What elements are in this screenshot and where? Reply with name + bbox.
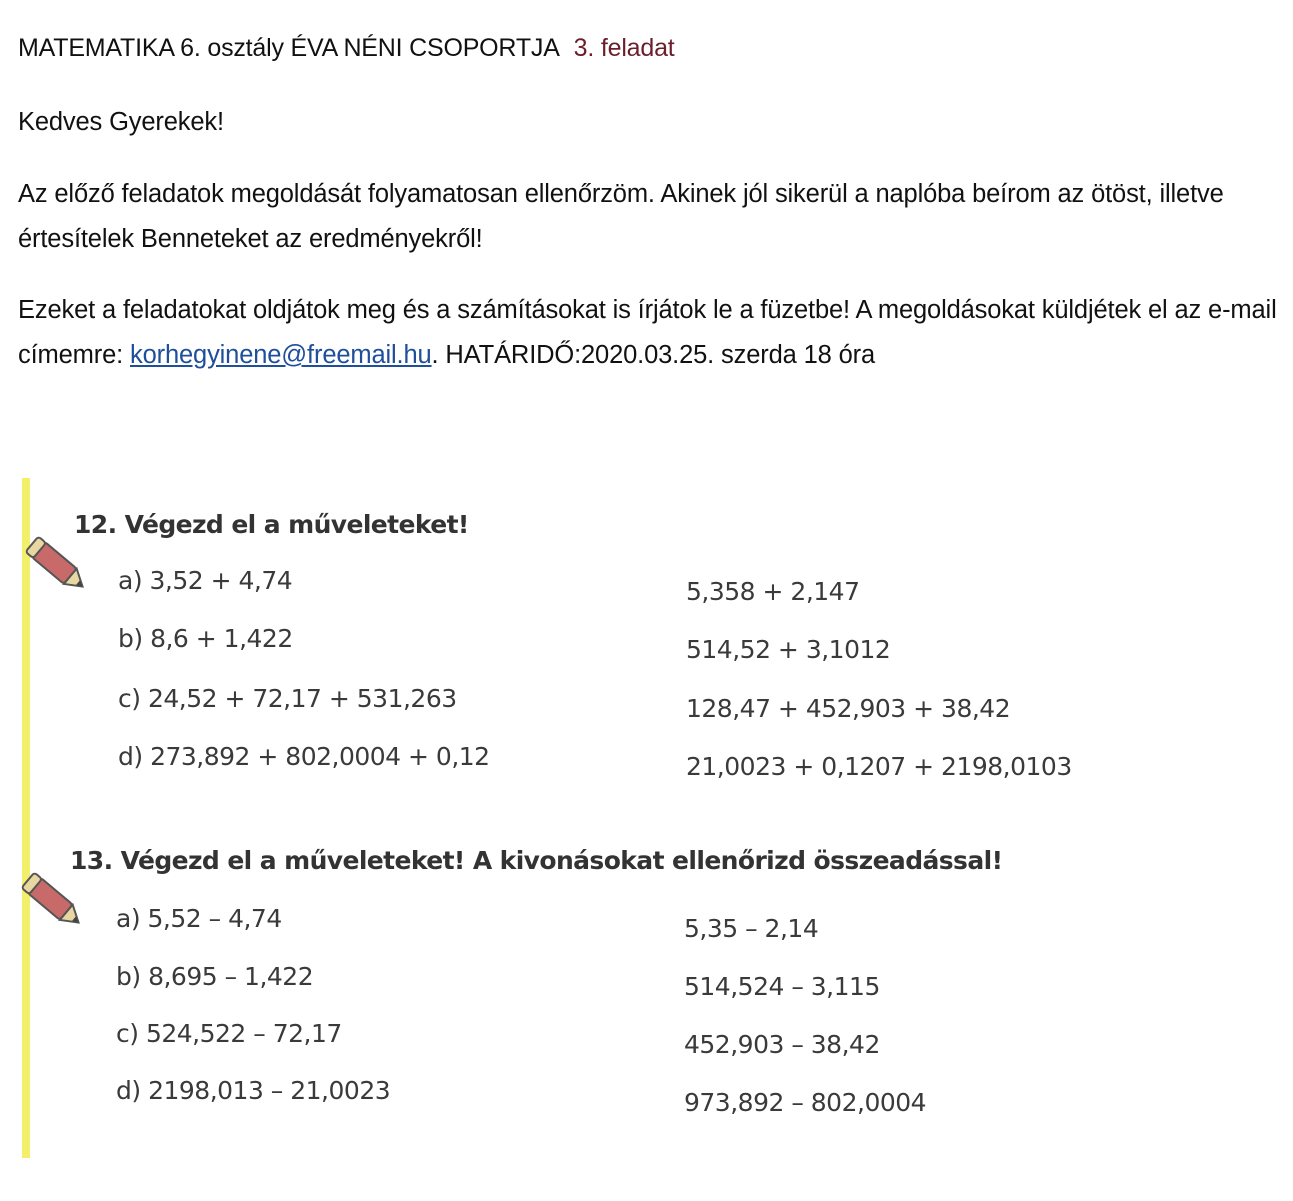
exercise-12-item: 5,358 + 2,147 — [686, 577, 860, 606]
exercise-12-title: 12. Végezd el a műveleteket! — [74, 510, 469, 539]
exercise-12-item: d) 273,892 + 802,0004 + 0,12 — [118, 742, 490, 771]
exercise-13-item: 5,35 – 2,14 — [684, 914, 819, 943]
exercise-12-item: c) 24,52 + 72,17 + 531,263 — [118, 684, 457, 713]
exercise-13-item: 452,903 – 38,42 — [684, 1030, 880, 1059]
exercise-13-item: d) 2198,013 – 21,0023 — [116, 1076, 391, 1105]
exercise-12-item: 514,52 + 3,1012 — [686, 635, 891, 664]
greeting: Kedves Gyerekek! — [18, 108, 224, 136]
task-label: 3. feladat — [573, 34, 675, 62]
exercise-13-item: b) 8,695 – 1,422 — [116, 962, 314, 991]
exercise-13-item: 973,892 – 802,0004 — [684, 1088, 927, 1117]
pencil-icon — [22, 530, 94, 602]
page-header — [18, 34, 675, 63]
page-title: MATEMATIKA 6. osztály ÉVA NÉNI CSOPORTJA — [18, 34, 560, 62]
exercise-12-item: a) 3,52 + 4,74 — [118, 566, 293, 595]
intro-paragraph: Az előző feladatok megoldását folyamatosan ellenőrzöm. Akinek jól sikerül a naplóba beírom az ötöst, illetve értesítelek Benneteket az eredményekről! — [18, 180, 1224, 253]
exercise-12-item: b) 8,6 + 1,422 — [118, 624, 293, 653]
deadline-text: . HATÁRIDŐ:2020.03.25. szerda 18 óra — [431, 341, 875, 369]
email-link[interactable]: korhegyinene@freemail.hu — [130, 341, 432, 369]
exercise-12-item: 128,47 + 452,903 + 38,42 — [686, 694, 1011, 723]
instructions-paragraph — [18, 288, 1288, 378]
exercise-13-item: 514,524 – 3,115 — [684, 972, 880, 1001]
exercise-13-item: c) 524,522 – 72,17 — [116, 1019, 342, 1048]
exercise-13-item: a) 5,52 – 4,74 — [116, 904, 282, 933]
instructions-text: Ezeket a feladatokat oldjátok meg és a számításokat is írjátok le a füzetbe! A megoldásokat küldjétek el az e-mail címemre: — [18, 296, 1277, 369]
exercise-12-item: 21,0023 + 0,1207 + 2198,0103 — [686, 752, 1072, 781]
pencil-icon — [18, 866, 90, 938]
exercise-13-title: 13. Végezd el a műveleteket! A kivonásokat ellenőrizd összeadással! — [70, 846, 1003, 875]
